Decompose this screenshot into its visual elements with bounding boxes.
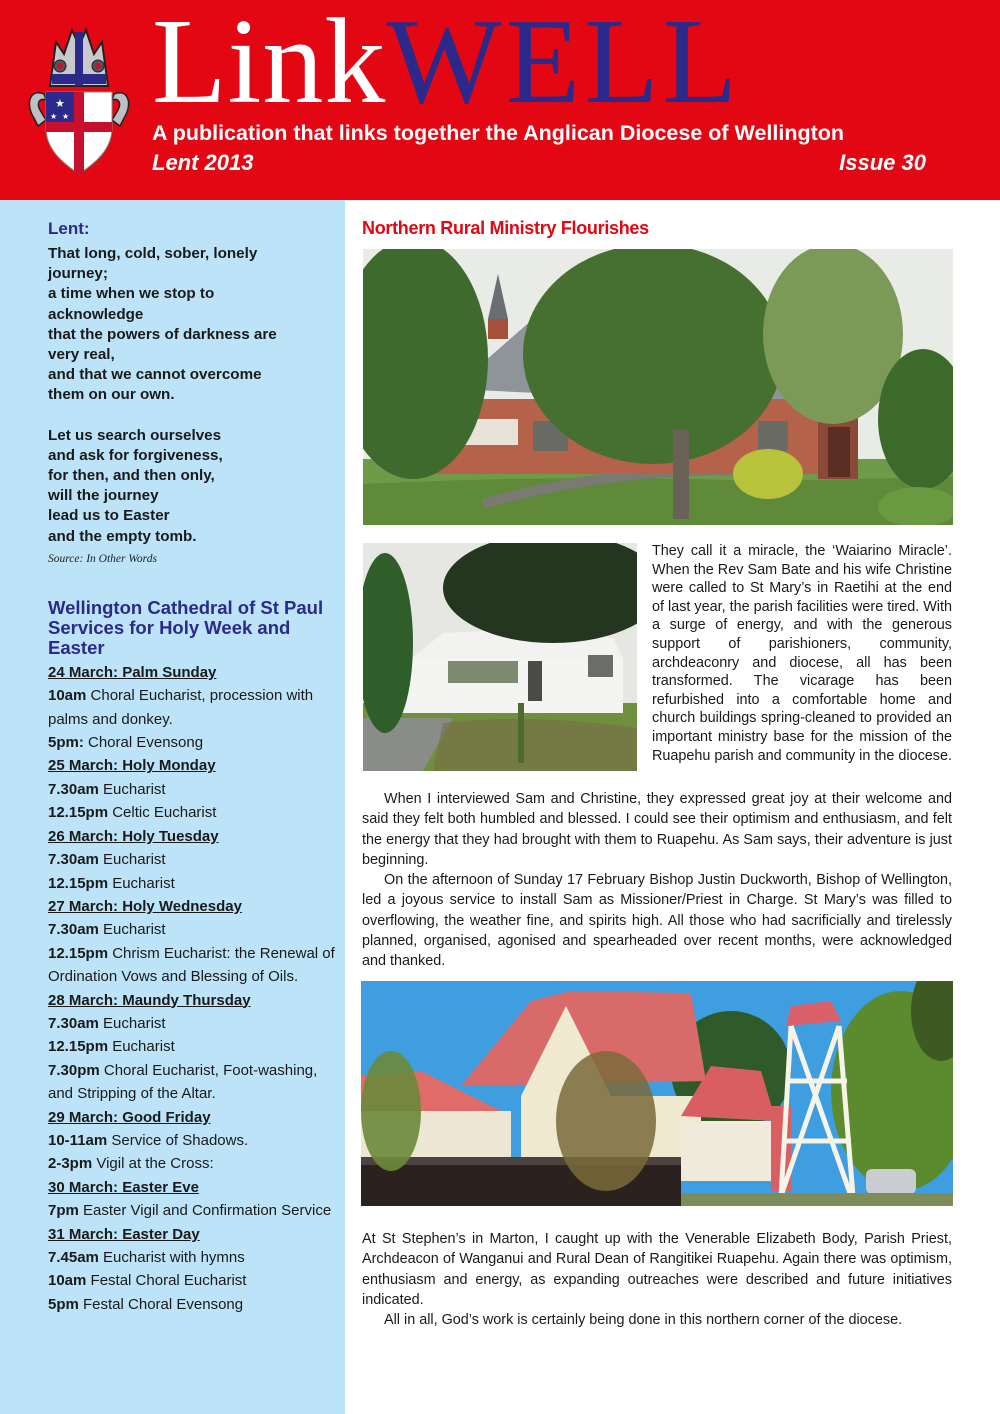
service-item xyxy=(48,1012,338,1035)
service-item xyxy=(48,1246,338,1269)
service-item xyxy=(48,778,338,801)
service-item xyxy=(48,731,338,754)
poem-line: That long, cold, sober, lonely xyxy=(48,245,258,262)
service-item xyxy=(48,801,338,824)
service-item xyxy=(48,1129,338,1152)
vicarage-photo xyxy=(363,543,637,771)
poem-line: acknowledge xyxy=(48,305,144,323)
service-day: 25 March: Holy Monday xyxy=(48,757,216,775)
service-time: 10-11am xyxy=(48,1131,108,1149)
diocesan-crest-icon xyxy=(22,24,136,176)
service-time: 7.45am xyxy=(48,1249,99,1266)
service-desc: Eucharist with hymns xyxy=(98,1249,245,1266)
article-paragraph-service: On the afternoon of Sunday 17 February Bishop Justin Duckworth, Bishop of Wellington, led a joyous service to install Sam as Missioner/Priest in Charge. St Mary’s was filled to overflowing, the weather fine, and spirits high. All those who had sacrificially and tirelessly planned, organised, agonised and spearheaded over recent months, were acknowledged and thanked. xyxy=(362,872,952,970)
poem-line: that the powers of darkness are xyxy=(48,325,277,343)
service-desc: Easter Vigil and Confirmation Service xyxy=(78,1202,332,1220)
title-link: Link xyxy=(152,0,387,129)
poem-line: and that we cannot overcome xyxy=(48,366,262,384)
service-time: 10am xyxy=(48,1272,87,1290)
service-day: 28 March: Maundy Thursday xyxy=(48,991,251,1009)
poem-line: Let us search ourselves xyxy=(48,426,222,444)
service-time: 7.30pm xyxy=(48,1061,100,1079)
poem-line: lead us to Easter xyxy=(48,507,170,525)
article-paragraph-marton: At St Stephen’s in Marton, I caught up with the Venerable Elizabeth Body, Parish Priest, Archdeacon of Wanganui and Rural Dean of Rangitikei Ruapehu. Again there was optimism, enthusiasm and energy, as expanding outreaches were described and future initiatives indicated. xyxy=(362,1231,952,1308)
poem-line: very real, xyxy=(48,346,115,364)
service-day: 30 March: Easter Eve xyxy=(48,1178,199,1196)
service-time: 7.30am xyxy=(48,851,99,869)
service-item xyxy=(48,1152,338,1175)
service-time: 7.30am xyxy=(48,1014,99,1032)
service-time: 12.15pm xyxy=(48,874,109,892)
service-desc: Eucharist xyxy=(98,1014,166,1032)
service-desc: Choral Evensong xyxy=(83,734,204,752)
services-heading: Wellington Cathedral of St Paul Services for Holy Week and Easter xyxy=(48,596,324,658)
service-desc: Choral Eucharist, Foot-washing, and Stripping of the Altar. xyxy=(48,1061,318,1103)
article-body-2 xyxy=(362,1229,952,1330)
service-item xyxy=(48,1035,338,1058)
service-item xyxy=(48,942,338,989)
service-desc: Choral Eucharist, procession with palms and donkey. xyxy=(48,687,314,728)
poem-line: and the empty tomb. xyxy=(48,527,197,545)
poem-line: and ask for forgiveness, xyxy=(48,446,223,464)
service-desc: Eucharist xyxy=(98,921,166,939)
issue-number: Issue 30 xyxy=(839,150,926,175)
service-item xyxy=(48,918,338,941)
article-title: Northern Rural Ministry Flourishes xyxy=(362,218,649,238)
service-item xyxy=(48,848,338,871)
title-well: WELL xyxy=(386,0,742,129)
service-day: 29 March: Good Friday xyxy=(48,1108,211,1126)
publication-title xyxy=(152,0,742,129)
service-desc: Eucharist xyxy=(108,1038,175,1056)
service-day: 31 March: Easter Day xyxy=(48,1225,200,1243)
service-desc: Celtic Eucharist xyxy=(108,804,217,822)
issue-row xyxy=(152,150,926,176)
tagline: A publication that links together the Anglican Diocese of Wellington xyxy=(152,121,845,145)
service-time: 7.30am xyxy=(48,921,99,939)
service-desc: Service of Shadows. xyxy=(107,1131,249,1149)
article-paragraph-interview: When I interviewed Sam and Christine, they expressed great joy at their welcome and said they felt both humbled and blessed. I could see their optimism and enthusiasm, and felt the energy that they had brought with them to Ruapehu. As Sam says, their adventure is just beginning. xyxy=(362,791,952,868)
service-time: 10am xyxy=(48,687,87,705)
article-paragraph-closing: All in all, God’s work is certainly being done in this northern corner of the diocese. xyxy=(384,1312,903,1329)
service-item xyxy=(48,684,338,731)
article xyxy=(345,200,1000,1414)
service-desc: Festal Choral Eucharist xyxy=(86,1272,247,1290)
service-day: 24 March: Palm Sunday xyxy=(48,663,217,681)
lent-poem xyxy=(48,244,338,547)
service-item xyxy=(48,1199,338,1222)
service-desc: Festal Choral Evensong xyxy=(78,1295,244,1313)
poem-stanza-2 xyxy=(48,426,338,547)
service-desc: Eucharist xyxy=(108,874,175,892)
service-item xyxy=(48,872,338,895)
service-desc: Vigil at the Cross: xyxy=(92,1155,214,1173)
st-marys-church-photo xyxy=(363,249,953,525)
st-stephens-church-photo xyxy=(361,981,953,1206)
service-time: 12.15pm xyxy=(48,944,109,962)
service-item xyxy=(48,1059,338,1106)
service-time: 5pm xyxy=(48,1295,79,1313)
service-day: 27 March: Holy Wednesday xyxy=(48,897,242,915)
service-desc: Chrism Eucharist: the Renewal of Ordination Vows and Blessing of Oils. xyxy=(48,944,335,986)
service-time: 12.15pm xyxy=(48,1038,109,1056)
service-item xyxy=(48,1293,338,1316)
poem-line: them on our own. xyxy=(48,386,175,404)
service-time: 2-3pm xyxy=(48,1155,93,1173)
service-desc: Eucharist xyxy=(98,851,166,869)
season-label: Lent 2013 xyxy=(152,150,254,175)
poem-line: a time when we stop to xyxy=(48,285,215,303)
services-schedule xyxy=(48,661,338,1316)
service-desc: Eucharist xyxy=(98,780,166,798)
svg-text:★: ★ xyxy=(50,112,58,121)
svg-text:★: ★ xyxy=(55,97,65,110)
service-time: 7pm xyxy=(48,1202,79,1220)
poem-source: Source: In Other Words xyxy=(48,552,157,565)
poem-line: will the journey xyxy=(48,487,159,505)
svg-text:★: ★ xyxy=(62,112,70,121)
service-time: 12.15pm xyxy=(48,804,109,822)
service-day: 26 March: Holy Tuesday xyxy=(48,827,219,845)
service-time: 5pm: xyxy=(48,734,84,752)
lent-heading: Lent: xyxy=(48,219,90,238)
masthead xyxy=(0,0,1000,200)
article-paragraph-intro: They call it a miracle, the ‘Waiarino Miracle’. When the Rev Sam Bate and his wife Christine were called to St Mary’s in Raetihi at the end of last year, the parish facilities were tired. With a surge of energy, and with the generous support of parishioners, community, archdeaconry and diocese, all has been transformed. The vicarage has been refurbished into a comfortable home and church buildings spring-cleaned to provided an important ministry base for the mission of the Ruapehu parish and community in the diocese. xyxy=(652,543,952,764)
sidebar xyxy=(0,200,345,1414)
service-item xyxy=(48,1269,338,1292)
poem-line: journey; xyxy=(48,265,108,283)
article-body-1 xyxy=(362,789,952,972)
poem-stanza-1 xyxy=(48,244,338,406)
service-time: 7.30am xyxy=(48,780,99,798)
poem-line: for then, and then only, xyxy=(48,467,215,485)
